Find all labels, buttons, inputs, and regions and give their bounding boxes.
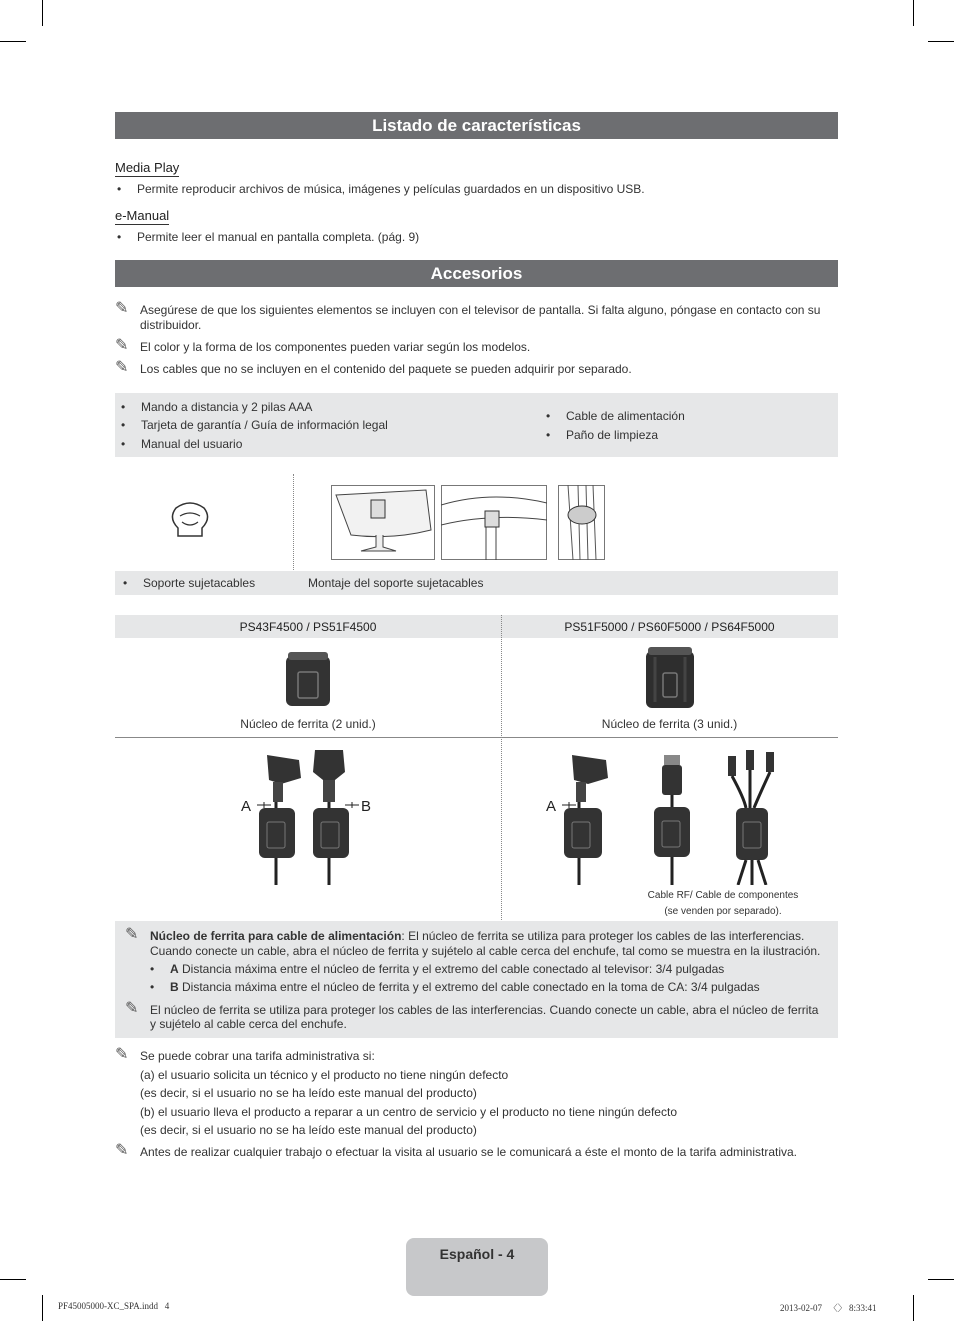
ferrite-right-label: Núcleo de ferrita (3 unid.) [601,717,738,731]
ferrite-note2-line2: y sujételo al cable cerca del enchufe. [150,1017,347,1031]
cable-caption-2: (se venden por separado). [664,906,782,917]
accessory-item: • Manual del usuario [121,437,243,451]
models-right: PS51F5000 / PS60F5000 / PS64F5000 [564,620,775,634]
note-pencil-icon: ✎ [125,924,139,943]
emanual-bullet: • Permite leer el manual en pantalla completa. (pág. 9) [117,230,420,244]
ferrite-a-item: • A Distancia máxima entre el núcleo de ferrita y el extremo del cable conectado al televisor: 3/4 pulgadas [150,962,725,976]
note-pencil-icon: ✎ [115,1140,129,1159]
rf-cable-ferrite-illustration [652,755,692,885]
holder-mount-step1-illustration [331,485,435,560]
accessory-item: • Tarjeta de garantía / Guía de información legal [121,418,388,432]
crop-mark [42,1295,43,1321]
ferrite-note: Núcleo de ferrita para cable de alimentación: El núcleo de ferrita se utiliza para proteger los cables de las interferencias. [150,929,805,943]
media-play-bullet: • Permite reproducir archivos de música, imágenes y películas guardados en un dispositivo USB. [117,182,645,196]
holder-mount-step2-illustration [441,485,547,560]
final-note: Antes de realizar cualquier trabajo o efectuar la visita al usuario se le comunicará a éste el monto de la tarifa administrativa. [140,1145,798,1159]
accessory-item: • Cable de alimentación [546,409,685,423]
accessory-item: • Paño de limpieza [546,428,659,442]
accessory-item: • Mando a distancia y 2 pilas AAA [121,400,313,414]
ferrite-note2: El núcleo de ferrita se utiliza para proteger los cables de las interferencias. Cuando conecte un cable, abra el núcleo de ferrita [150,1003,819,1017]
holder-mount-step3-illustration [558,485,605,560]
label-a: A [241,798,252,815]
holder-mount-label: Montaje del soporte sujetacables [308,576,484,590]
note-pencil-icon: ✎ [115,357,129,376]
fee-note: Se puede cobrar una tarifa administrativa si: [140,1049,375,1063]
crop-mark [928,41,954,42]
note-text: Los cables que no se incluyen en el contenido del paquete se pueden adquirir por separado. [140,362,632,376]
crop-mark [913,1295,914,1321]
fee-line: (b) el usuario lleva el producto a reparar a un centro de servicio y el producto no tiene ningún defecto [140,1105,677,1119]
note-pencil-icon: ✎ [125,998,139,1017]
emanual-heading: e-Manual [115,208,170,223]
divider [115,737,838,738]
timestamp: 2013-02-07 〈〉 8:33:41 [780,1303,877,1313]
note-text: distribuidor. [140,318,202,332]
note-text: El color y la forma de los componentes pueden variar según los modelos. [140,340,531,354]
ferrite-note-line2: Cuando conecte un cable, abra el núcleo de ferrita y sujételo al cable cerca del enchufe, tal como se muestra en la ilustración. [150,944,821,958]
ferrite-core-small-illustration [284,652,332,708]
note-text: Asegúrese de que los siguientes elementos se incluyen con el televisor de pantalla. Si falta alguno, póngase en contacto con su [140,303,821,317]
fee-line: (a) el usuario solicita un técnico y el producto no tiene ningún defecto [140,1068,509,1082]
fee-line: (es decir, si el usuario no se ha leído este manual del producto) [140,1086,477,1100]
crop-mark [913,0,914,26]
crop-mark [0,1279,26,1280]
media-play-heading: Media Play [115,160,180,175]
page-label: Español - 4 [439,1246,515,1262]
note-pencil-icon: ✎ [115,298,129,317]
label-a: A [546,798,557,815]
note-pencil-icon: ✎ [115,335,129,354]
note-pencil-icon: ✎ [115,1044,129,1063]
ferrite-core-large-illustration [645,647,695,710]
file-name: PF45005000-XC_SPA.indd 4 [58,1301,170,1311]
power-cable-ferrite-illustration [560,750,610,885]
ferrite-left-label: Núcleo de ferrita (2 unid.) [240,717,376,731]
crop-mark [42,0,43,26]
crop-mark [0,41,26,42]
features-title: Listado de características [115,112,838,139]
holder-label: • Soporte sujetacables [123,576,256,590]
ferrite-b-item: • B Distancia máxima entre el núcleo de ferrita y el extremo del cable conectado en la toma de CA: 3/4 pulgadas [150,980,760,994]
component-cable-ferrite-illustration [724,748,780,885]
accessories-title: Accesorios [115,260,838,287]
crop-mark [928,1279,954,1280]
cable-caption-1: Cable RF/ Cable de componentes [647,890,799,901]
divider [501,615,502,920]
divider [293,474,294,570]
cable-holder-illustration [168,500,212,542]
power-cable-ferrite-illustration [255,750,365,885]
label-b: B [361,798,372,815]
fee-line: (es decir, si el usuario no se ha leído este manual del producto) [140,1123,477,1137]
models-left: PS43F4500 / PS51F4500 [239,620,377,634]
